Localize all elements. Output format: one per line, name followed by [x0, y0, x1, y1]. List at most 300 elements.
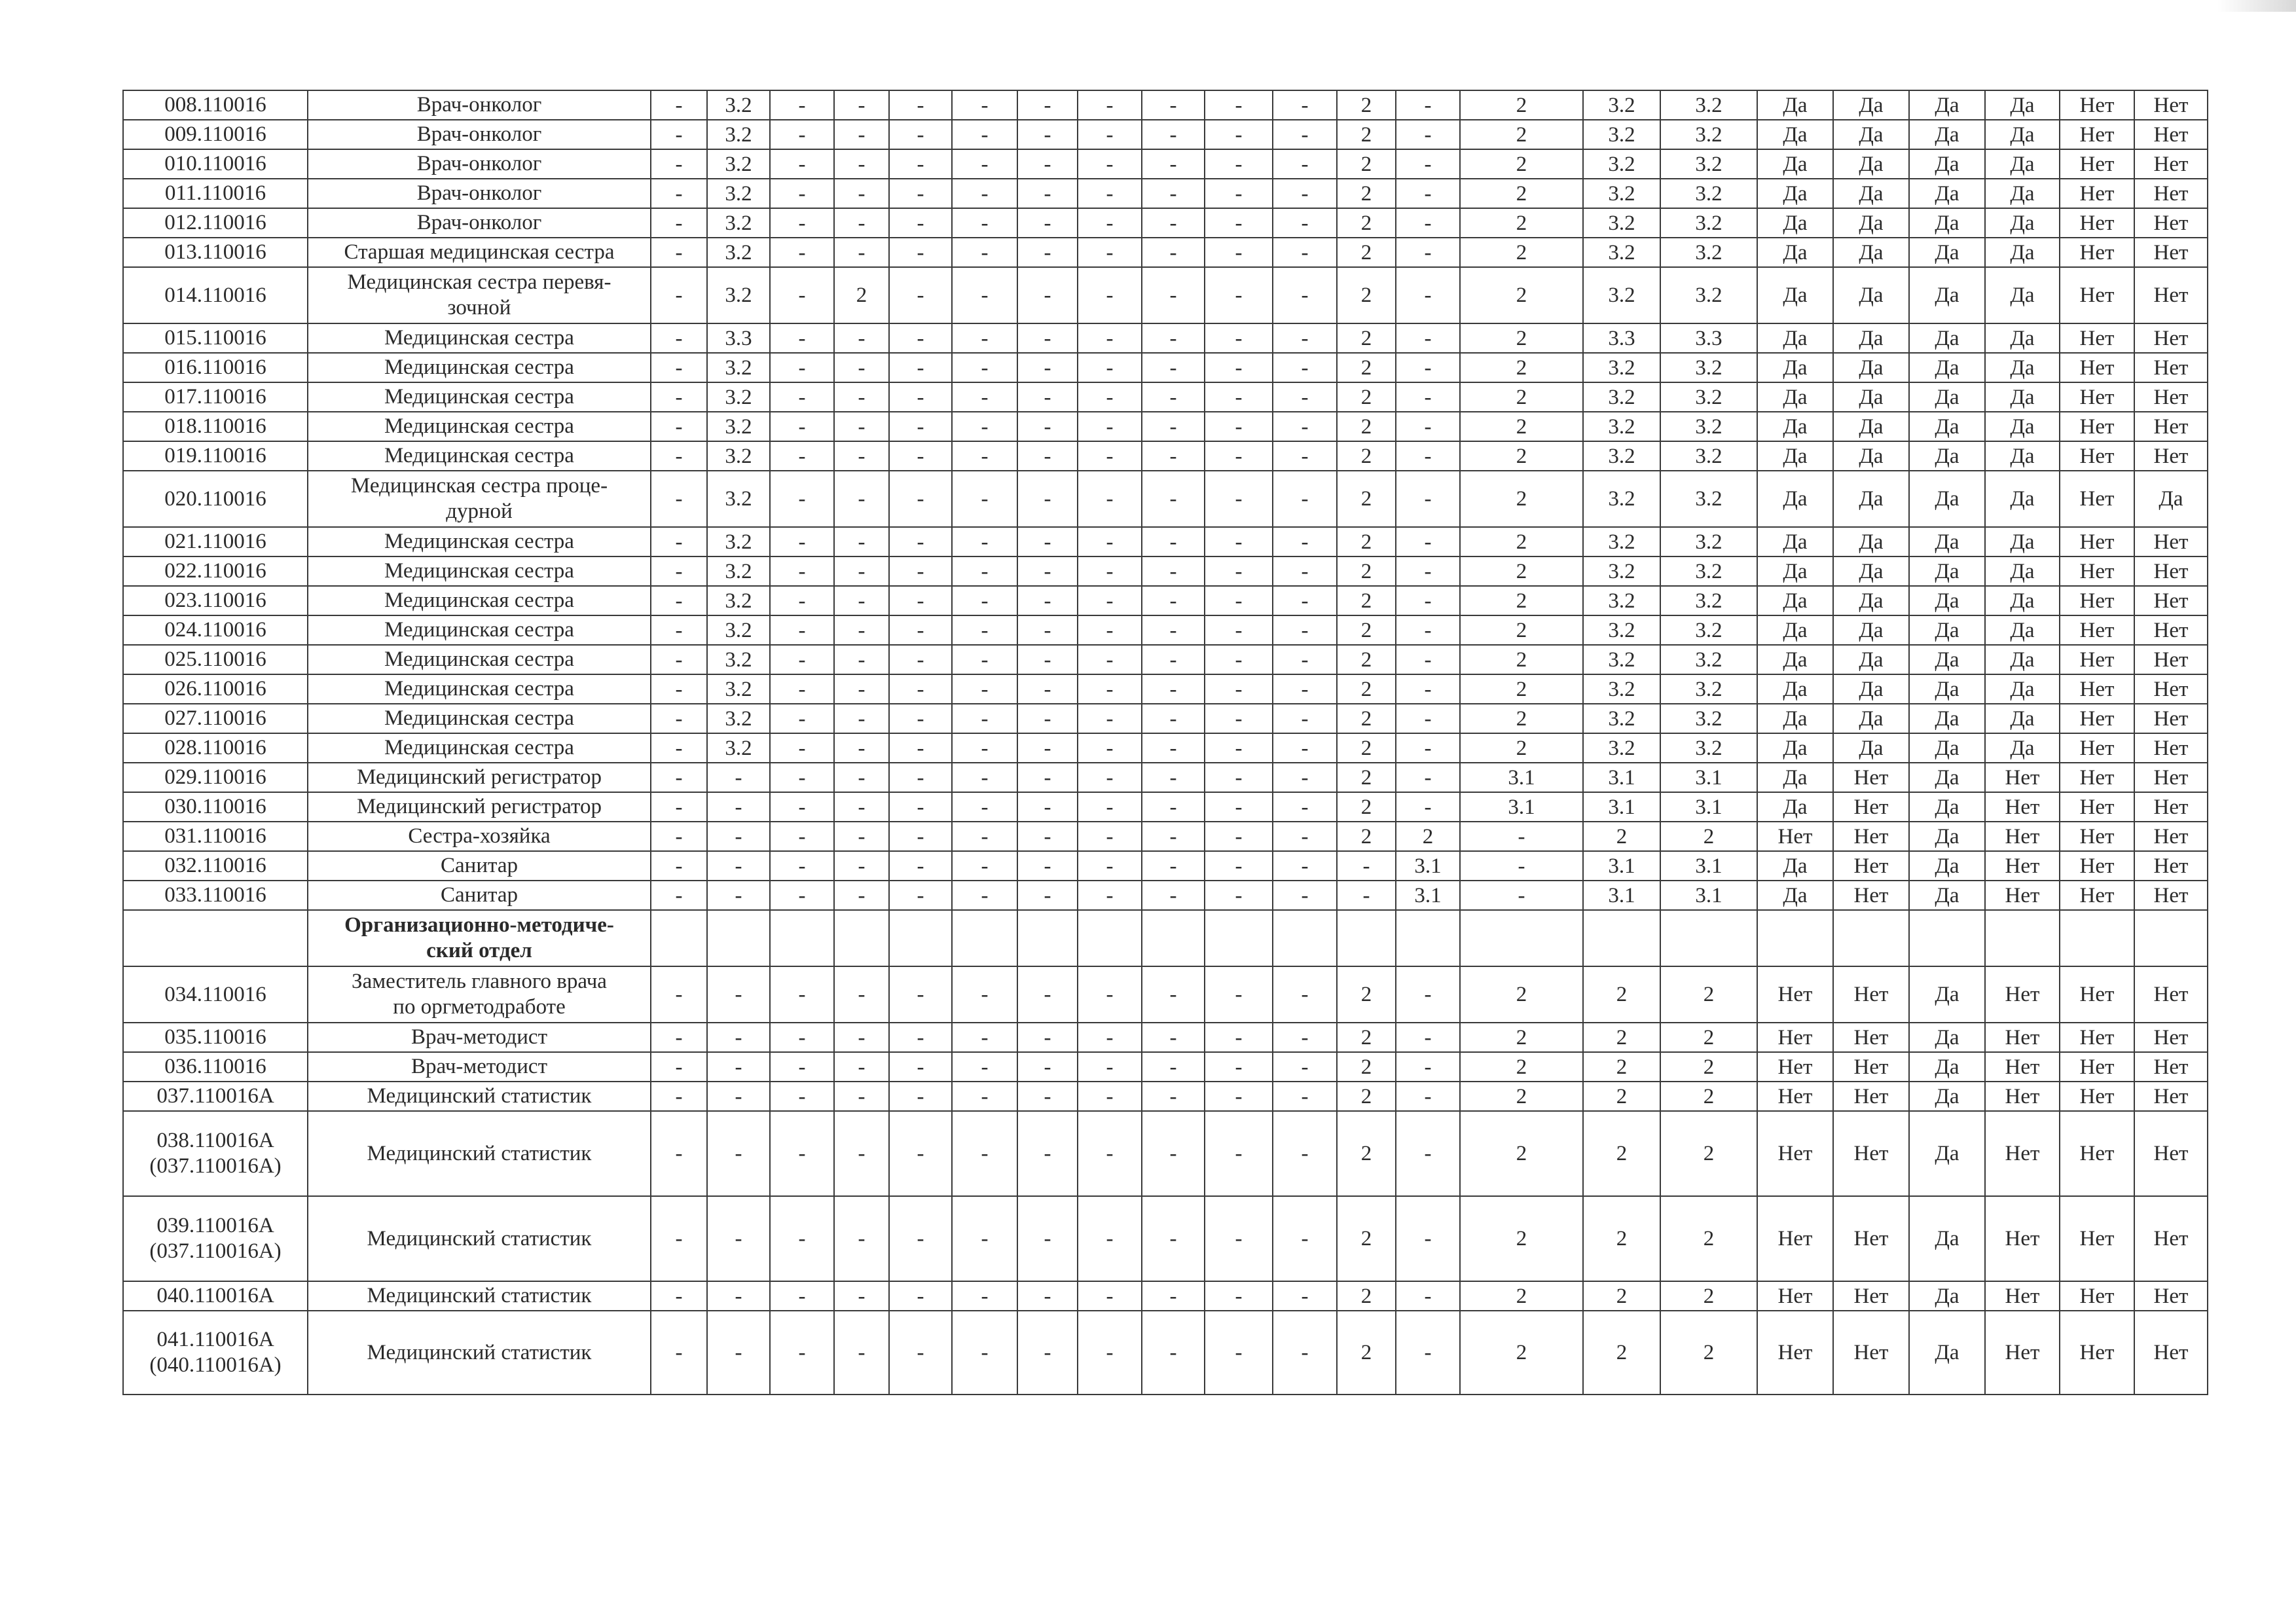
- cell-value: Да: [1757, 792, 1833, 822]
- cell-value: 3.2: [1583, 382, 1660, 412]
- cell-value: -: [707, 1281, 770, 1311]
- cell-position: Медицинская сестра проце- дурной: [308, 471, 651, 527]
- cell-value: -: [1017, 120, 1078, 149]
- cell-value: 2: [1460, 120, 1583, 149]
- cell-value: Да: [1985, 120, 2060, 149]
- cell-value: Нет: [2060, 238, 2134, 267]
- cell-value: -: [651, 674, 707, 704]
- cell-value: Да: [1833, 323, 1909, 353]
- cell-value: -: [889, 822, 952, 851]
- cell-value: -: [889, 1281, 952, 1311]
- cell-value: -: [1017, 792, 1078, 822]
- cell-value: -: [1273, 208, 1337, 238]
- cell-value: Нет: [2134, 822, 2208, 851]
- cell-value: Нет: [2060, 1082, 2134, 1111]
- cell-value: -: [1396, 763, 1460, 792]
- cell-position: Медицинская сестра: [308, 615, 651, 645]
- cell-value: -: [952, 851, 1017, 881]
- cell-value: 3.2: [1660, 441, 1757, 471]
- cell-code: 012.110016: [123, 208, 308, 238]
- cell-value: -: [707, 851, 770, 881]
- cell-value: 3.2: [1660, 149, 1757, 179]
- cell-value: -: [1078, 1023, 1142, 1052]
- cell-value: -: [1142, 645, 1205, 674]
- cell-value: Нет: [1985, 881, 2060, 910]
- cell-value: -: [651, 645, 707, 674]
- cell-value: -: [1017, 1082, 1078, 1111]
- table-row: [123, 179, 2208, 208]
- cell-value: -: [651, 353, 707, 382]
- cell-value: 3.2: [707, 90, 770, 120]
- cell-value: -: [707, 822, 770, 851]
- cell-value: Да: [1833, 704, 1909, 733]
- table-row: [123, 1281, 2208, 1311]
- cell-value: 3.2: [1660, 733, 1757, 763]
- cell-value: -: [770, 1052, 834, 1082]
- cell-value: -: [952, 822, 1017, 851]
- cell-value: -: [770, 674, 834, 704]
- cell-value: -: [1142, 208, 1205, 238]
- cell-value: -: [889, 1311, 952, 1395]
- section-row: [123, 910, 2208, 966]
- cell-value: -: [1078, 1111, 1142, 1196]
- table-row: [123, 90, 2208, 120]
- cell-value: -: [952, 615, 1017, 645]
- cell-value: -: [1396, 120, 1460, 149]
- cell-value: -: [834, 763, 889, 792]
- cell-value: -: [1273, 149, 1337, 179]
- cell-value: Да: [1985, 267, 2060, 323]
- cell-value: Нет: [2134, 323, 2208, 353]
- cell-value: Да: [1833, 382, 1909, 412]
- cell-value: -: [834, 586, 889, 615]
- cell-position: Медицинская сестра: [308, 733, 651, 763]
- cell-value: Да: [1757, 674, 1833, 704]
- cell-value: Да: [1909, 149, 1985, 179]
- cell-value: 2: [1460, 1082, 1583, 1111]
- cell-value: Нет: [1757, 1281, 1833, 1311]
- cell-value: -: [834, 556, 889, 586]
- cell-value: -: [834, 615, 889, 645]
- cell-value: 3.2: [707, 149, 770, 179]
- cell-value: Да: [1909, 323, 1985, 353]
- cell-value: -: [770, 208, 834, 238]
- cell-value: -: [889, 238, 952, 267]
- cell-value: Нет: [2134, 179, 2208, 208]
- cell-value: Да: [1757, 586, 1833, 615]
- cell-position: Медицинская сестра: [308, 674, 651, 704]
- cell-code: 019.110016: [123, 441, 308, 471]
- cell-value: -: [770, 586, 834, 615]
- cell-value: 3.3: [707, 323, 770, 353]
- cell-value: 3.2: [707, 527, 770, 556]
- cell-value: -: [1017, 966, 1078, 1023]
- cell-value: -: [770, 353, 834, 382]
- cell-value: -: [952, 1023, 1017, 1052]
- cell-position: Медицинская сестра: [308, 645, 651, 674]
- cell-value: [1337, 910, 1396, 966]
- table-row: [123, 323, 2208, 353]
- cell-value: Нет: [2060, 412, 2134, 441]
- cell-code: 013.110016: [123, 238, 308, 267]
- cell-value: -: [1396, 1023, 1460, 1052]
- cell-value: 3.1: [1583, 881, 1660, 910]
- cell-value: 2: [1460, 1311, 1583, 1395]
- cell-position: Врач-онколог: [308, 208, 651, 238]
- cell-value: -: [1396, 733, 1460, 763]
- cell-code: 036.110016: [123, 1052, 308, 1082]
- cell-value: Да: [1909, 645, 1985, 674]
- cell-value: Да: [1757, 441, 1833, 471]
- cell-position: Медицинская сестра: [308, 412, 651, 441]
- cell-value: Да: [1833, 586, 1909, 615]
- cell-position: Медицинский статистик: [308, 1196, 651, 1281]
- cell-value: -: [834, 1111, 889, 1196]
- cell-value: Нет: [2134, 881, 2208, 910]
- cell-value: 2: [1337, 1052, 1396, 1082]
- cell-value: -: [1017, 179, 1078, 208]
- cell-value: Да: [2134, 471, 2208, 527]
- cell-value: Да: [1909, 1023, 1985, 1052]
- table-row: [123, 412, 2208, 441]
- cell-value: 2: [1337, 179, 1396, 208]
- cell-value: 2: [1460, 733, 1583, 763]
- cell-value: -: [770, 90, 834, 120]
- cell-value: -: [889, 441, 952, 471]
- cell-value: -: [770, 441, 834, 471]
- cell-value: -: [952, 1281, 1017, 1311]
- cell-value: -: [889, 674, 952, 704]
- cell-value: [952, 910, 1017, 966]
- table-row: [123, 704, 2208, 733]
- cell-value: -: [651, 238, 707, 267]
- cell-value: -: [1142, 1281, 1205, 1311]
- cell-value: -: [770, 1111, 834, 1196]
- cell-value: -: [834, 792, 889, 822]
- cell-value: Нет: [1833, 1052, 1909, 1082]
- cell-value: Нет: [1985, 966, 2060, 1023]
- cell-value: Нет: [1985, 1082, 2060, 1111]
- cell-value: Нет: [2060, 267, 2134, 323]
- cell-value: 3.2: [1583, 586, 1660, 615]
- cell-value: -: [952, 645, 1017, 674]
- cell-value: -: [651, 267, 707, 323]
- cell-value: Нет: [2060, 441, 2134, 471]
- cell-value: -: [889, 1111, 952, 1196]
- cell-value: -: [1396, 323, 1460, 353]
- cell-value: -: [1078, 615, 1142, 645]
- cell-value: [1460, 910, 1583, 966]
- cell-value: -: [1396, 674, 1460, 704]
- cell-value: Да: [1985, 527, 2060, 556]
- cell-value: -: [1017, 733, 1078, 763]
- cell-value: -: [1078, 792, 1142, 822]
- cell-value: -: [1142, 412, 1205, 441]
- cell-value: Нет: [2060, 645, 2134, 674]
- cell-value: -: [834, 1052, 889, 1082]
- cell-value: -: [1078, 1196, 1142, 1281]
- cell-value: Да: [1833, 674, 1909, 704]
- cell-value: -: [834, 851, 889, 881]
- cell-value: -: [1205, 674, 1273, 704]
- cell-value: -: [651, 1281, 707, 1311]
- cell-value: -: [1017, 1281, 1078, 1311]
- cell-value: -: [952, 881, 1017, 910]
- cell-value: Да: [1833, 120, 1909, 149]
- cell-value: -: [1078, 822, 1142, 851]
- cell-value: Да: [1757, 733, 1833, 763]
- cell-value: Нет: [1985, 1111, 2060, 1196]
- cell-value: Нет: [2134, 412, 2208, 441]
- cell-value: -: [1273, 1082, 1337, 1111]
- cell-value: -: [1017, 615, 1078, 645]
- cell-value: 3.2: [1660, 267, 1757, 323]
- cell-value: Да: [1833, 238, 1909, 267]
- cell-value: 3.2: [707, 645, 770, 674]
- cell-value: Нет: [1985, 1281, 2060, 1311]
- cell-value: -: [952, 471, 1017, 527]
- cell-value: 2: [1460, 1052, 1583, 1082]
- cell-value: 2: [1337, 149, 1396, 179]
- cell-value: Да: [1909, 1052, 1985, 1082]
- cell-value: -: [834, 90, 889, 120]
- cell-value: Нет: [2060, 615, 2134, 645]
- cell-value: Да: [1909, 1082, 1985, 1111]
- table-row: [123, 1311, 2208, 1395]
- cell-value: 2: [1337, 90, 1396, 120]
- cell-position: Старшая медицинская сестра: [308, 238, 651, 267]
- cell-value: -: [1205, 1023, 1273, 1052]
- cell-value: Да: [1985, 645, 2060, 674]
- cell-value: Нет: [1833, 763, 1909, 792]
- cell-value: -: [707, 1196, 770, 1281]
- cell-value: -: [1142, 441, 1205, 471]
- cell-value: Нет: [1833, 1082, 1909, 1111]
- cell-value: -: [1017, 1052, 1078, 1082]
- cell-value: Да: [1833, 645, 1909, 674]
- cell-value: -: [1205, 851, 1273, 881]
- cell-value: -: [952, 792, 1017, 822]
- cell-position: Медицинская сестра перевя- зочной: [308, 267, 651, 323]
- cell-value: 2: [1337, 441, 1396, 471]
- cell-value: -: [1142, 1052, 1205, 1082]
- cell-value: -: [952, 1111, 1017, 1196]
- cell-position: Врач-онколог: [308, 120, 651, 149]
- cell-value: Нет: [2060, 763, 2134, 792]
- cell-value: Нет: [2134, 238, 2208, 267]
- cell-value: -: [1396, 1052, 1460, 1082]
- cell-value: -: [1142, 851, 1205, 881]
- cell-value: Да: [1833, 412, 1909, 441]
- cell-value: 2: [1337, 763, 1396, 792]
- cell-value: -: [834, 441, 889, 471]
- cell-value: -: [1017, 267, 1078, 323]
- cell-value: -: [889, 179, 952, 208]
- cell-code: 017.110016: [123, 382, 308, 412]
- cell-value: -: [1142, 1111, 1205, 1196]
- cell-value: Нет: [1833, 1196, 1909, 1281]
- cell-value: -: [651, 412, 707, 441]
- cell-value: -: [651, 1311, 707, 1395]
- cell-value: 2: [1460, 90, 1583, 120]
- cell-value: 2: [1337, 1311, 1396, 1395]
- cell-position: Заместитель главного врача по оргметодработе: [308, 966, 651, 1023]
- table-row: [123, 822, 2208, 851]
- cell-position: Медицинская сестра: [308, 441, 651, 471]
- cell-value: -: [770, 966, 834, 1023]
- cell-value: -: [889, 353, 952, 382]
- cell-value: Нет: [2060, 179, 2134, 208]
- cell-value: Да: [1985, 149, 2060, 179]
- cell-value: Да: [1985, 382, 2060, 412]
- cell-value: [1757, 910, 1833, 966]
- cell-value: 2: [1660, 1023, 1757, 1052]
- cell-value: -: [1460, 822, 1583, 851]
- cell-value: 3.2: [1660, 527, 1757, 556]
- cell-value: -: [770, 733, 834, 763]
- cell-value: -: [1396, 353, 1460, 382]
- cell-value: -: [1273, 1311, 1337, 1395]
- cell-value: -: [1142, 556, 1205, 586]
- cell-value: 2: [1460, 323, 1583, 353]
- cell-value: 2: [1583, 1311, 1660, 1395]
- cell-value: -: [1273, 1196, 1337, 1281]
- cell-value: -: [707, 1023, 770, 1052]
- cell-value: -: [707, 881, 770, 910]
- cell-value: -: [651, 966, 707, 1023]
- cell-value: 2: [1460, 674, 1583, 704]
- cell-value: -: [889, 763, 952, 792]
- cell-value: -: [952, 1311, 1017, 1395]
- cell-value: -: [1142, 149, 1205, 179]
- table-row: [123, 208, 2208, 238]
- cell-value: [1583, 910, 1660, 966]
- cell-value: -: [1396, 238, 1460, 267]
- cell-value: 2: [1660, 1111, 1757, 1196]
- table-row: [123, 1052, 2208, 1082]
- cell-value: -: [1273, 733, 1337, 763]
- cell-code: 030.110016: [123, 792, 308, 822]
- cell-value: 2: [1660, 1052, 1757, 1082]
- cell-value: Нет: [1985, 1311, 2060, 1395]
- cell-value: -: [1396, 792, 1460, 822]
- cell-value: Нет: [2134, 441, 2208, 471]
- cell-position: Врач-методист: [308, 1023, 651, 1052]
- cell-value: -: [1078, 267, 1142, 323]
- cell-value: Нет: [1833, 1023, 1909, 1052]
- cell-value: -: [889, 851, 952, 881]
- cell-value: Да: [1833, 527, 1909, 556]
- cell-value: Нет: [2060, 851, 2134, 881]
- cell-value: -: [1205, 1111, 1273, 1196]
- cell-value: -: [1142, 704, 1205, 733]
- cell-value: 2: [1460, 966, 1583, 1023]
- table-row: [123, 527, 2208, 556]
- cell-value: 3.2: [1660, 353, 1757, 382]
- cell-value: -: [834, 1311, 889, 1395]
- cell-value: Нет: [1985, 1196, 2060, 1281]
- cell-value: -: [952, 238, 1017, 267]
- cell-value: 2: [1460, 267, 1583, 323]
- cell-value: -: [770, 471, 834, 527]
- cell-value: 2: [1660, 822, 1757, 851]
- cell-value: Нет: [1833, 822, 1909, 851]
- cell-value: -: [1017, 556, 1078, 586]
- cell-value: 2: [1337, 120, 1396, 149]
- cell-value: -: [889, 733, 952, 763]
- cell-value: 2: [1337, 966, 1396, 1023]
- cell-value: 3.2: [707, 267, 770, 323]
- cell-value: Нет: [1833, 851, 1909, 881]
- cell-value: Нет: [2060, 881, 2134, 910]
- cell-value: -: [1017, 353, 1078, 382]
- cell-code: [123, 910, 308, 966]
- cell-value: -: [1142, 353, 1205, 382]
- cell-value: Да: [1909, 1111, 1985, 1196]
- cell-value: Да: [1833, 441, 1909, 471]
- cell-value: -: [1017, 1311, 1078, 1395]
- cell-value: 3.2: [1660, 556, 1757, 586]
- cell-value: -: [1142, 267, 1205, 323]
- cell-value: -: [834, 149, 889, 179]
- cell-value: -: [834, 674, 889, 704]
- cell-value: -: [889, 323, 952, 353]
- cell-value: 3.2: [1583, 471, 1660, 527]
- cell-value: 3.3: [1660, 323, 1757, 353]
- cell-value: Нет: [1985, 822, 2060, 851]
- table-row: [123, 674, 2208, 704]
- cell-value: Нет: [1985, 1023, 2060, 1052]
- cell-value: 3.2: [707, 674, 770, 704]
- cell-value: -: [1273, 1052, 1337, 1082]
- cell-value: -: [1142, 822, 1205, 851]
- cell-position: Врач-онколог: [308, 90, 651, 120]
- cell-code: 040.110016А: [123, 1281, 308, 1311]
- cell-value: -: [952, 179, 1017, 208]
- cell-value: -: [1142, 674, 1205, 704]
- cell-value: [1396, 910, 1460, 966]
- cell-value: -: [1142, 90, 1205, 120]
- scan-edge-shadow: [2217, 0, 2296, 12]
- table-row: [123, 1196, 2208, 1281]
- cell-value: -: [1142, 527, 1205, 556]
- cell-value: 3.3: [1583, 323, 1660, 353]
- cell-value: -: [1017, 149, 1078, 179]
- cell-value: Нет: [1833, 881, 1909, 910]
- cell-value: -: [1396, 1111, 1460, 1196]
- cell-value: -: [834, 881, 889, 910]
- cell-value: -: [770, 792, 834, 822]
- cell-value: -: [1078, 851, 1142, 881]
- cell-value: 3.2: [1660, 615, 1757, 645]
- cell-value: -: [651, 471, 707, 527]
- cell-value: 3.2: [707, 586, 770, 615]
- cell-value: -: [834, 1023, 889, 1052]
- cell-value: Да: [1985, 615, 2060, 645]
- cell-value: -: [889, 1196, 952, 1281]
- cell-value: Да: [1985, 90, 2060, 120]
- cell-value: -: [1396, 149, 1460, 179]
- cell-value: Да: [1985, 353, 2060, 382]
- cell-value: -: [1337, 851, 1396, 881]
- cell-value: 3.2: [1660, 471, 1757, 527]
- cell-value: Нет: [1757, 1111, 1833, 1196]
- cell-value: Нет: [1757, 822, 1833, 851]
- cell-value: -: [707, 1082, 770, 1111]
- cell-value: -: [1017, 238, 1078, 267]
- cell-value: -: [1142, 763, 1205, 792]
- cell-value: -: [1205, 382, 1273, 412]
